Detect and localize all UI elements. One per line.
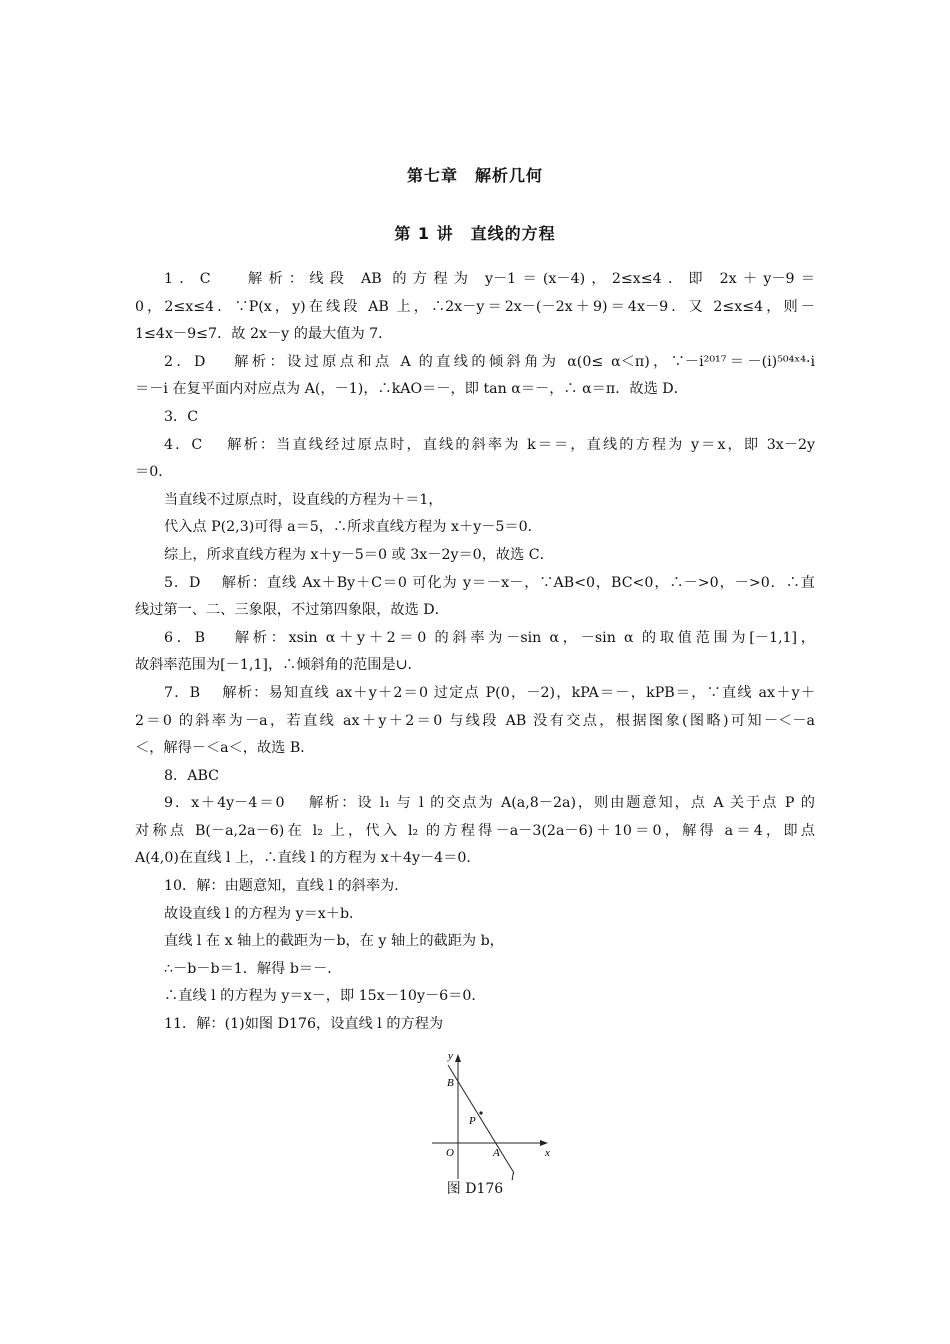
text-line: 直线 l 在 x 轴上的截距为－b，在 y 轴上的截距为 b， bbox=[164, 933, 504, 950]
text-line: 1≤4x－9≤7．故 2x－y 的最大值为 7． bbox=[135, 326, 393, 343]
text-line: 综上，所求直线方程为 x＋y－5＝0 或 3x－2y＝0，故选 C． bbox=[164, 546, 554, 563]
text-line: A(4,0)在直线 l 上，∴直线 l 的方程为 x＋4y－4＝0． bbox=[135, 850, 481, 867]
chapter-title: 第七章 解析几何 bbox=[406, 166, 543, 185]
lecture-title: 第 1 讲 直线的方程 bbox=[394, 224, 556, 243]
text-line: 当直线不过原点时，设直线的方程为＋＝1， bbox=[164, 491, 443, 508]
y-axis-label: y bbox=[448, 1050, 453, 1062]
text-line: 6．B 解析：xsin α＋y＋2＝0 的斜率为－sin α，－sin α 的取值范围为[－1,1]， bbox=[164, 629, 815, 646]
line-l-label: l bbox=[511, 1171, 515, 1183]
point-a-label: A bbox=[493, 1147, 500, 1159]
text-line: ＝0． bbox=[135, 464, 173, 481]
text-line: 5．D 解析：直线 Ax＋By＋C＝0 可化为 y＝－x－，∵AB<0，BC<0，∴－>0，－>0．∴直 bbox=[164, 574, 815, 591]
x-axis-arrow bbox=[540, 1140, 548, 1146]
text-line: ＝－i 在复平面内对应点为 A(，－1)，∴kAO＝－，即 tan α＝－，∴ α＝π．故选 D． bbox=[135, 381, 688, 398]
text-line: 2．D 解析：设过原点和点 A 的直线的倾斜角为 α(0≤ α＜π)，∵－i²⁰¹⁷＝－(i)⁵⁰⁴ˣ⁴·i bbox=[164, 353, 815, 370]
text-line: ＜，解得－＜a＜，故选 B． bbox=[135, 740, 315, 757]
point-p-label: P bbox=[469, 1115, 476, 1127]
text-line: 故设直线 l 的方程为 y＝x＋b． bbox=[164, 905, 364, 922]
text-line: 9．x＋4y－4＝0 解析：设 l₁ 与 l 的交点为 A(a,8－2a)，则由题意知，点 A 关于点 P 的 bbox=[164, 795, 815, 812]
figure-d176 bbox=[420, 1049, 560, 1189]
text-line: 10．解：由题意知，直线 l 的斜率为． bbox=[164, 878, 409, 895]
text-line: 2＝0 的斜率为－a，若直线 ax＋y＋2＝0 与线段 AB 没有交点，根据图象(图略)可知－＜－a bbox=[135, 712, 815, 729]
text-line: 1．C 解析：线段 AB 的方程为 y－1＝(x－4)，2≤x≤4．即 2x＋y－9＝ bbox=[164, 271, 815, 287]
x-axis-label: x bbox=[545, 1147, 550, 1159]
text-line: 线过第一、二、三象限，不过第四象限，故选 D． bbox=[135, 602, 449, 619]
text-line: 对称点 B(－a,2a－6)在 l₂ 上，代入 l₂ 的方程得－a－3(2a－6)＋10＝0，解得 a＝4，即点 bbox=[135, 822, 815, 839]
text-line: 代入点 P(2,3)可得 a＝5，∴所求直线方程为 x＋y－5＝0． bbox=[164, 519, 542, 536]
text-line: 8．ABC bbox=[164, 767, 220, 784]
text-line: 11．解：(1)如图 D176，设直线 l 的方程为 bbox=[164, 1016, 444, 1033]
origin-label: O bbox=[446, 1147, 454, 1159]
text-line: 7．B 解析：易知直线 ax＋y＋2＝0 过定点 P(0，－2)，kPA＝－，kPB＝，∵直线 ax＋y＋ bbox=[164, 684, 815, 701]
text-line: ∴－b－b＝1．解得 b＝－． bbox=[164, 960, 342, 977]
text-line: 故斜率范围为[－1,1]，∴倾斜角的范围是∪． bbox=[135, 657, 422, 674]
text-line: 4．C 解析：当直线经过原点时，直线的斜率为 k＝＝，直线的方程为 y＝x，即 3x－2y bbox=[164, 436, 815, 453]
text-line: 0，2≤x≤4．∵P(x，y)在线段 AB 上，∴2x－y＝2x－(－2x＋9)＝4x－9．又 2≤x≤4，则－ bbox=[135, 298, 815, 315]
figure-caption: 图 D176 bbox=[446, 1181, 504, 1197]
text-line: 3．C bbox=[164, 408, 199, 425]
text-line: ∴直线 l 的方程为 y＝x－，即 15x－10y－6＝0． bbox=[164, 988, 486, 1005]
y-axis-arrow bbox=[455, 1054, 461, 1062]
point-b-label: B bbox=[447, 1077, 454, 1089]
document-body bbox=[135, 266, 815, 1039]
point-p bbox=[479, 1111, 482, 1114]
